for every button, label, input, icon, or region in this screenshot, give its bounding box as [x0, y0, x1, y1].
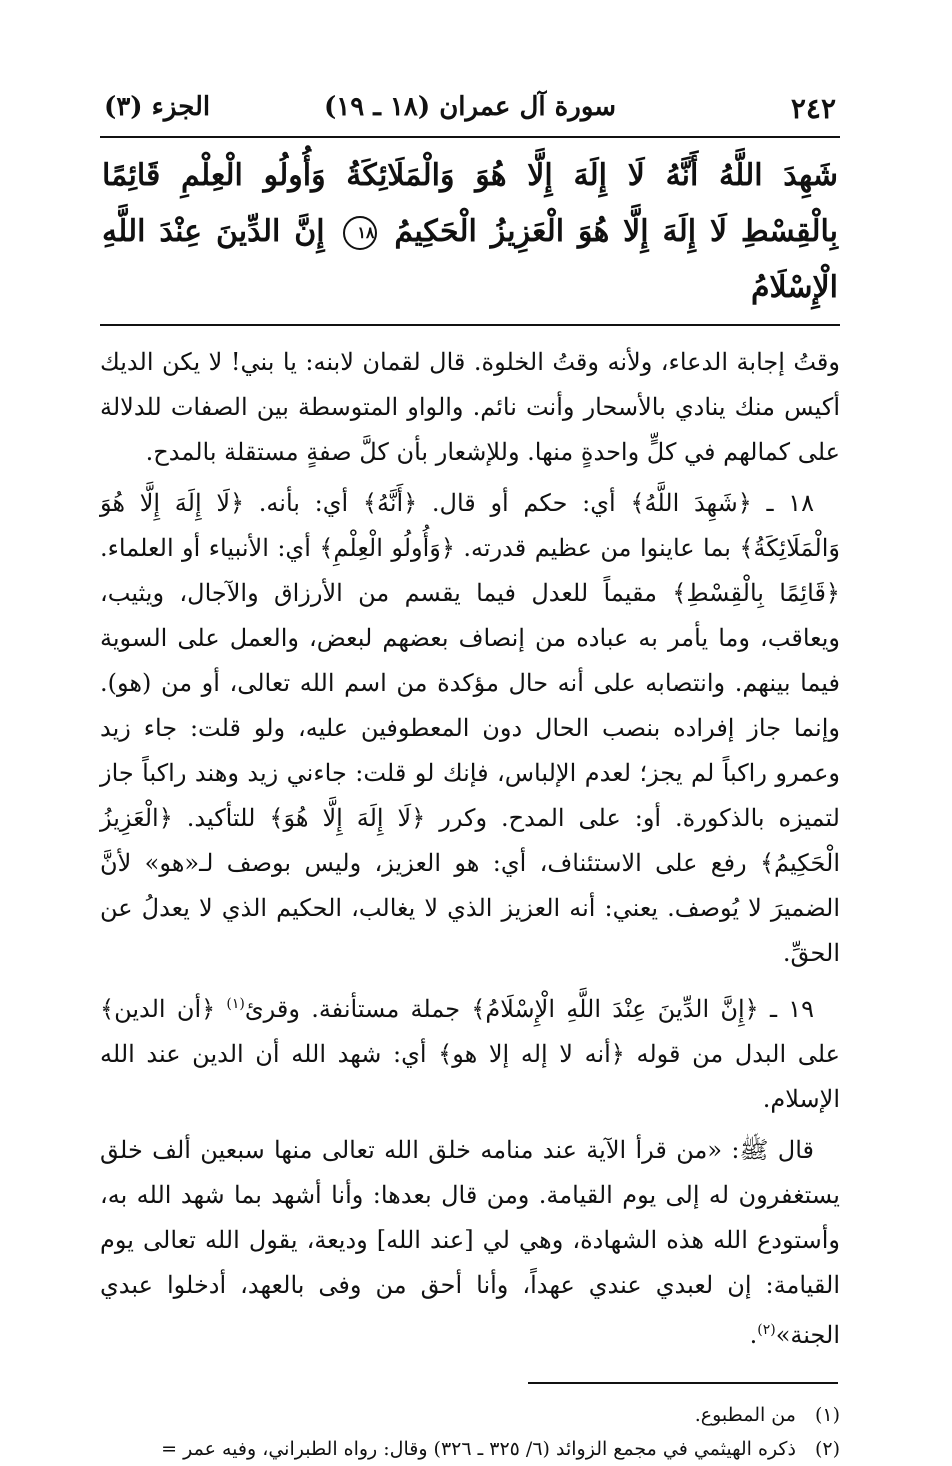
footnote-divider	[528, 1382, 838, 1384]
commentary-paragraph: وقتُ إجابة الدعاء، ولأنه وقتُ الخلوة. قال لقمان لابنه: يا بني! لا يكن الديك أكيس منك ينادي بالأسحار وأنت نائم. والواو المتوسطة بين الصفات للدلالة على كمالهم في كلٍّ واحدةٍ منها. وللإشعار بأن كلَّ صفةٍ مستقلة بالمدح.	[100, 348, 840, 466]
verse-19-text: إِنَّ الدِّينَ عِنْدَ اللَّهِ الْإِسْلَامُ	[102, 214, 838, 305]
juz-label: الجزء (٣)	[104, 92, 211, 122]
footnote-item	[100, 1432, 840, 1466]
surah-title: سورة آل عمران (١٨ ـ ١٩)	[323, 92, 617, 122]
paragraph-text: قال ﷺ: «من قرأ الآية عند منامه خلق الله تعالى منها سبعين ألف خلق يستغفرون له إلى يوم القيامة. ومن قال بعدها: وأنا أشهد بما شهد الله به، وأستودع الله هذه الشهادة، وهي لي [عند الله] وديعة، يقول الله تعالى يوم القيامة: إن لعبدي عندي عهداً، وأنا أحق من وفى بالعهد، أدخلوا عبدي الجنة»	[100, 1136, 840, 1349]
footnote-number: (٢)	[814, 1438, 840, 1460]
footnote-text: من المطبوع.	[694, 1404, 796, 1426]
page-header	[100, 88, 840, 138]
commentary-paragraph-verse-19	[100, 982, 840, 1122]
paragraph-text: ١٩ ـ ﴿إِنَّ الدِّينَ عِنْدَ اللَّهِ الْإِسْلَامُ﴾ جملة مستأنفة. وقرئ	[244, 995, 814, 1023]
footnote-item	[100, 1398, 840, 1432]
footnote-ref-1[interactable]: (١)	[226, 996, 245, 1012]
commentary-paragraph-verse-18: ١٨ ـ ﴿شَهِدَ اللَّهُ﴾ أي: حكم أو قال. ﴿أَنَّهُ﴾ أي: بأنه. ﴿لَا إِلَهَ إِلَّا هُوَ وَالْمَلَائِكَةُ﴾ بما عاينوا من عظيم قدرته. ﴿وَأُولُو الْعِلْمِ﴾ أي: الأنبياء أو العلماء. ﴿قَائِمًا بِالْقِسْطِ﴾ مقيماً للعدل فيما يقسم من الأرزاق والآجال، ويثيب، ويعاقب، وما يأمر به عباده من إنصاف بعضهم لبعض، والعمل على السوية فيما بينهم. وانتصابه على أنه حال مؤكدة من اسم الله تعالى، أو من (هو). وإنما جاز إفراده بنصب الحال دون المعطوفين عليه، ولو قلت: جاء زيد وعمرو راكباً لم يجز؛ لعدم الإلباس، فإنك لو قلت: جاءني زيد وهند راكباً جاز لتميزه بالذكورة. أو: على المدح. وكرر ﴿لَا إِلَهَ إِلَّا هُوَ﴾ للتأكيد. ﴿الْعَزِيزُ الْحَكِيمُ﴾ رفع على الاستئناف، أي: هو العزيز، وليس بوصف لـ«هو» لأنَّ الضميرَ لا يُوصف. يعني: أنه العزيز الذي لا يغالب، الحكيم الذي لا يعدلُ عن الحقِّ.	[100, 489, 840, 967]
footnotes	[100, 1398, 840, 1466]
commentary-paragraph-hadith	[100, 1128, 840, 1358]
commentary-body	[100, 340, 840, 1358]
footnote-text: ذكره الهيثمي في مجمع الزوائد (٦/ ٣٢٥ ـ ٣٢٦) وقال: رواه الطبراني، وفيه عمر =	[161, 1438, 796, 1460]
paragraph-end: .	[749, 1321, 758, 1349]
quran-verses-block	[100, 148, 840, 326]
book-page	[100, 88, 840, 1466]
verse-18-text: شَهِدَ اللَّهُ أَنَّهُ لَا إِلَهَ إِلَّا هُوَ وَالْمَلَائِكَةُ وَأُولُو الْعِلْمِ قَائِمًا بِالْقِسْطِ لَا إِلَهَ إِلَّا هُوَ الْعَزِيزُ الْحَكِيمُ	[102, 158, 838, 249]
paragraph-text: ﴿أن الدين﴾ على البدل من قوله ﴿أنه لا إله إلا هو﴾ أي: شهد الله أن الدين عند الله الإسلام.	[100, 995, 841, 1113]
page-number: ٢٤٢	[790, 92, 836, 125]
footnote-ref-2[interactable]: (٢)	[757, 1322, 776, 1338]
footnote-number: (١)	[814, 1404, 840, 1426]
verse-end-marker: ١٨	[343, 216, 377, 250]
